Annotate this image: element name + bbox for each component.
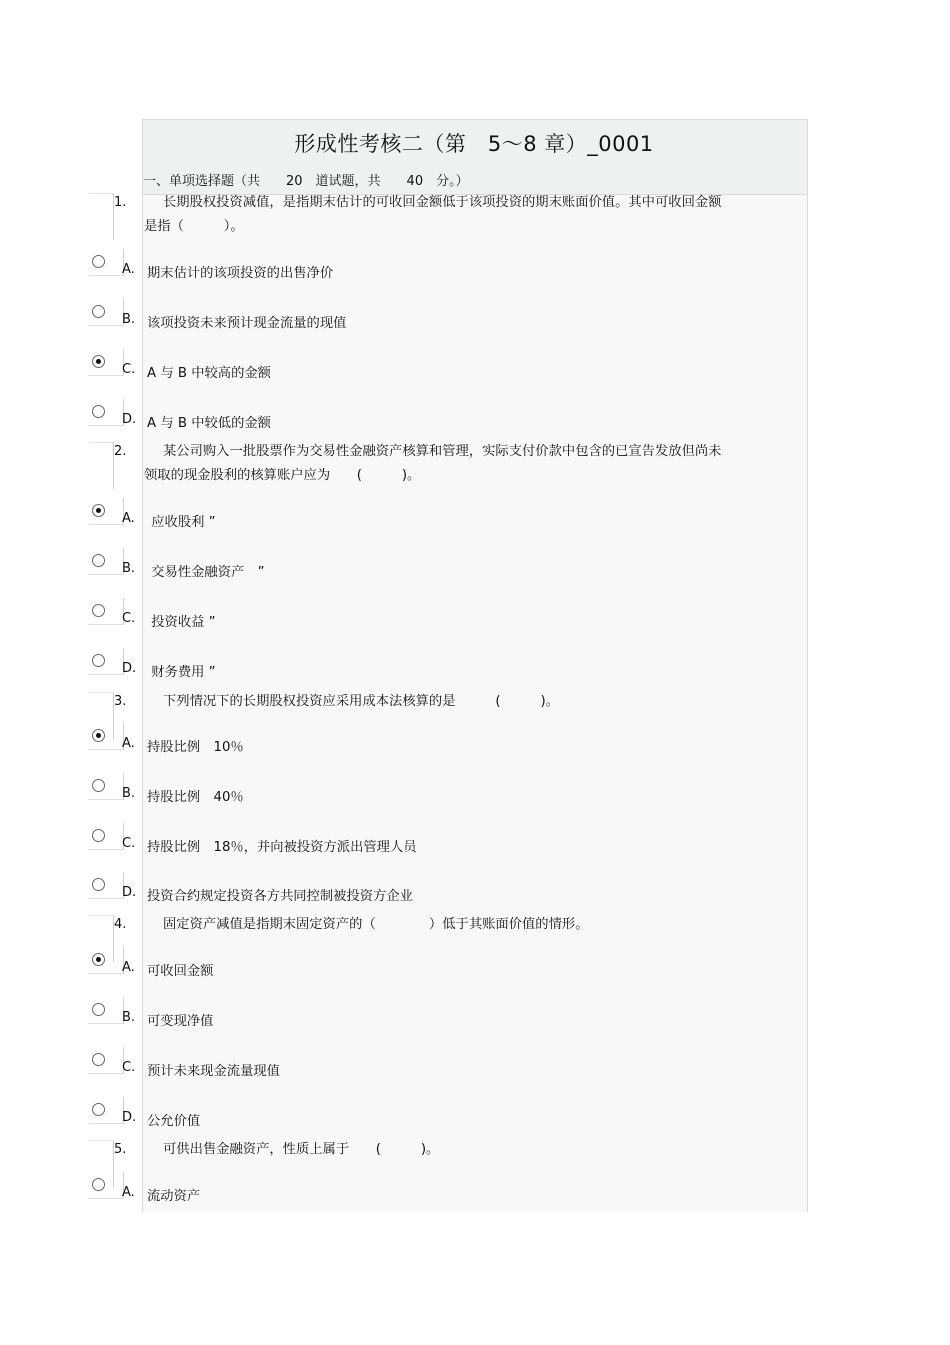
option-text[interactable]: 持股比例 18％，并向被投资方派出管理人员 — [147, 840, 417, 855]
section-header: 一、单项选择题（共 20 道试题，共 40 分。） — [143, 174, 469, 189]
option-radio[interactable] — [92, 1103, 105, 1116]
option-text[interactable]: 可收回金额 — [147, 964, 214, 979]
option-letter: A. — [122, 262, 135, 277]
option-letter: B. — [122, 1010, 136, 1025]
option-text[interactable]: 预计未来现金流量现值 — [147, 1064, 280, 1079]
question-text: 固定资产减值是指期末固定资产的（ ）低于其账面价值的情形。 — [163, 917, 589, 932]
option-radio[interactable] — [92, 779, 105, 792]
option-letter: C. — [122, 362, 136, 377]
option-letter: C. — [122, 611, 136, 626]
option-radio[interactable] — [92, 305, 105, 318]
quiz-panel — [142, 119, 808, 1212]
option-text[interactable]: 持股比例 40％ — [147, 790, 244, 805]
option-radio[interactable] — [92, 829, 105, 842]
option-radio[interactable] — [92, 355, 105, 368]
question-number: 4. — [114, 917, 127, 932]
question-text: 某公司购入一批股票作为交易性金融资产核算和管理，实际支付价款中包含的已宣告发放但尚未领取的现金股利的核算账户应为 ( )。 — [144, 444, 722, 483]
option-radio[interactable] — [92, 1178, 105, 1191]
option-text[interactable]: 投资收益 ” — [147, 615, 216, 630]
option-radio[interactable] — [92, 405, 105, 418]
option-text[interactable]: 交易性金融资产 ” — [147, 565, 265, 580]
option-letter: A. — [122, 736, 135, 751]
option-radio[interactable] — [92, 554, 105, 567]
question-number: 3. — [114, 694, 127, 709]
option-letter: A. — [122, 511, 135, 526]
question-text: 下列情况下的长期股权投资应采用成本法核算的是 ( )。 — [163, 694, 559, 709]
option-text[interactable]: 持股比例 10％ — [147, 740, 244, 755]
option-letter: C. — [122, 1060, 136, 1075]
option-text[interactable]: 投资合约规定投资各方共同控制被投资方企业 — [147, 889, 413, 904]
option-letter: D. — [122, 885, 137, 900]
option-letter: B. — [122, 561, 136, 576]
option-text[interactable]: 可变现净值 — [147, 1014, 214, 1029]
question-number-box — [89, 193, 114, 240]
option-text[interactable]: A 与 B 中较低的金额 — [147, 416, 271, 431]
option-radio[interactable] — [92, 953, 105, 966]
question-text: 长期股权投资减值，是指期末估计的可收回金额低于该项投资的期末账面价值。其中可收回金额是指（ ）。 — [144, 195, 722, 234]
option-letter: B. — [122, 786, 136, 801]
question-number-box — [89, 442, 114, 489]
option-letter: A. — [122, 960, 135, 975]
option-text[interactable]: 期末估计的该项投资的出售净价 — [147, 266, 334, 281]
question-number: 5. — [114, 1142, 127, 1157]
page-title: 形成性考核二（第 5～8 章）_0001 — [294, 132, 654, 156]
option-radio[interactable] — [92, 878, 105, 891]
option-radio[interactable] — [92, 1053, 105, 1066]
option-text[interactable]: 财务费用 ” — [147, 665, 216, 680]
option-letter: C. — [122, 836, 136, 851]
option-letter: D. — [122, 661, 137, 676]
option-letter: A. — [122, 1185, 135, 1200]
option-radio[interactable] — [92, 1003, 105, 1016]
option-text[interactable]: A 与 B 中较高的金额 — [147, 366, 271, 381]
option-text[interactable]: 该项投资未来预计现金流量的现值 — [147, 316, 347, 331]
question-number: 1. — [114, 195, 127, 210]
option-radio[interactable] — [92, 504, 105, 517]
option-radio[interactable] — [92, 255, 105, 268]
option-text[interactable]: 流动资产 — [147, 1189, 201, 1204]
option-text[interactable]: 应收股利 ” — [147, 515, 216, 530]
option-letter: D. — [122, 412, 137, 427]
question-text: 可供出售金融资产，性质上属于 ( )。 — [163, 1142, 440, 1157]
option-radio[interactable] — [92, 729, 105, 742]
option-text[interactable]: 公允价值 — [147, 1114, 201, 1129]
option-letter: B. — [122, 312, 136, 327]
option-radio[interactable] — [92, 604, 105, 617]
option-radio[interactable] — [92, 654, 105, 667]
option-letter: D. — [122, 1110, 137, 1125]
question-number: 2. — [114, 444, 127, 459]
